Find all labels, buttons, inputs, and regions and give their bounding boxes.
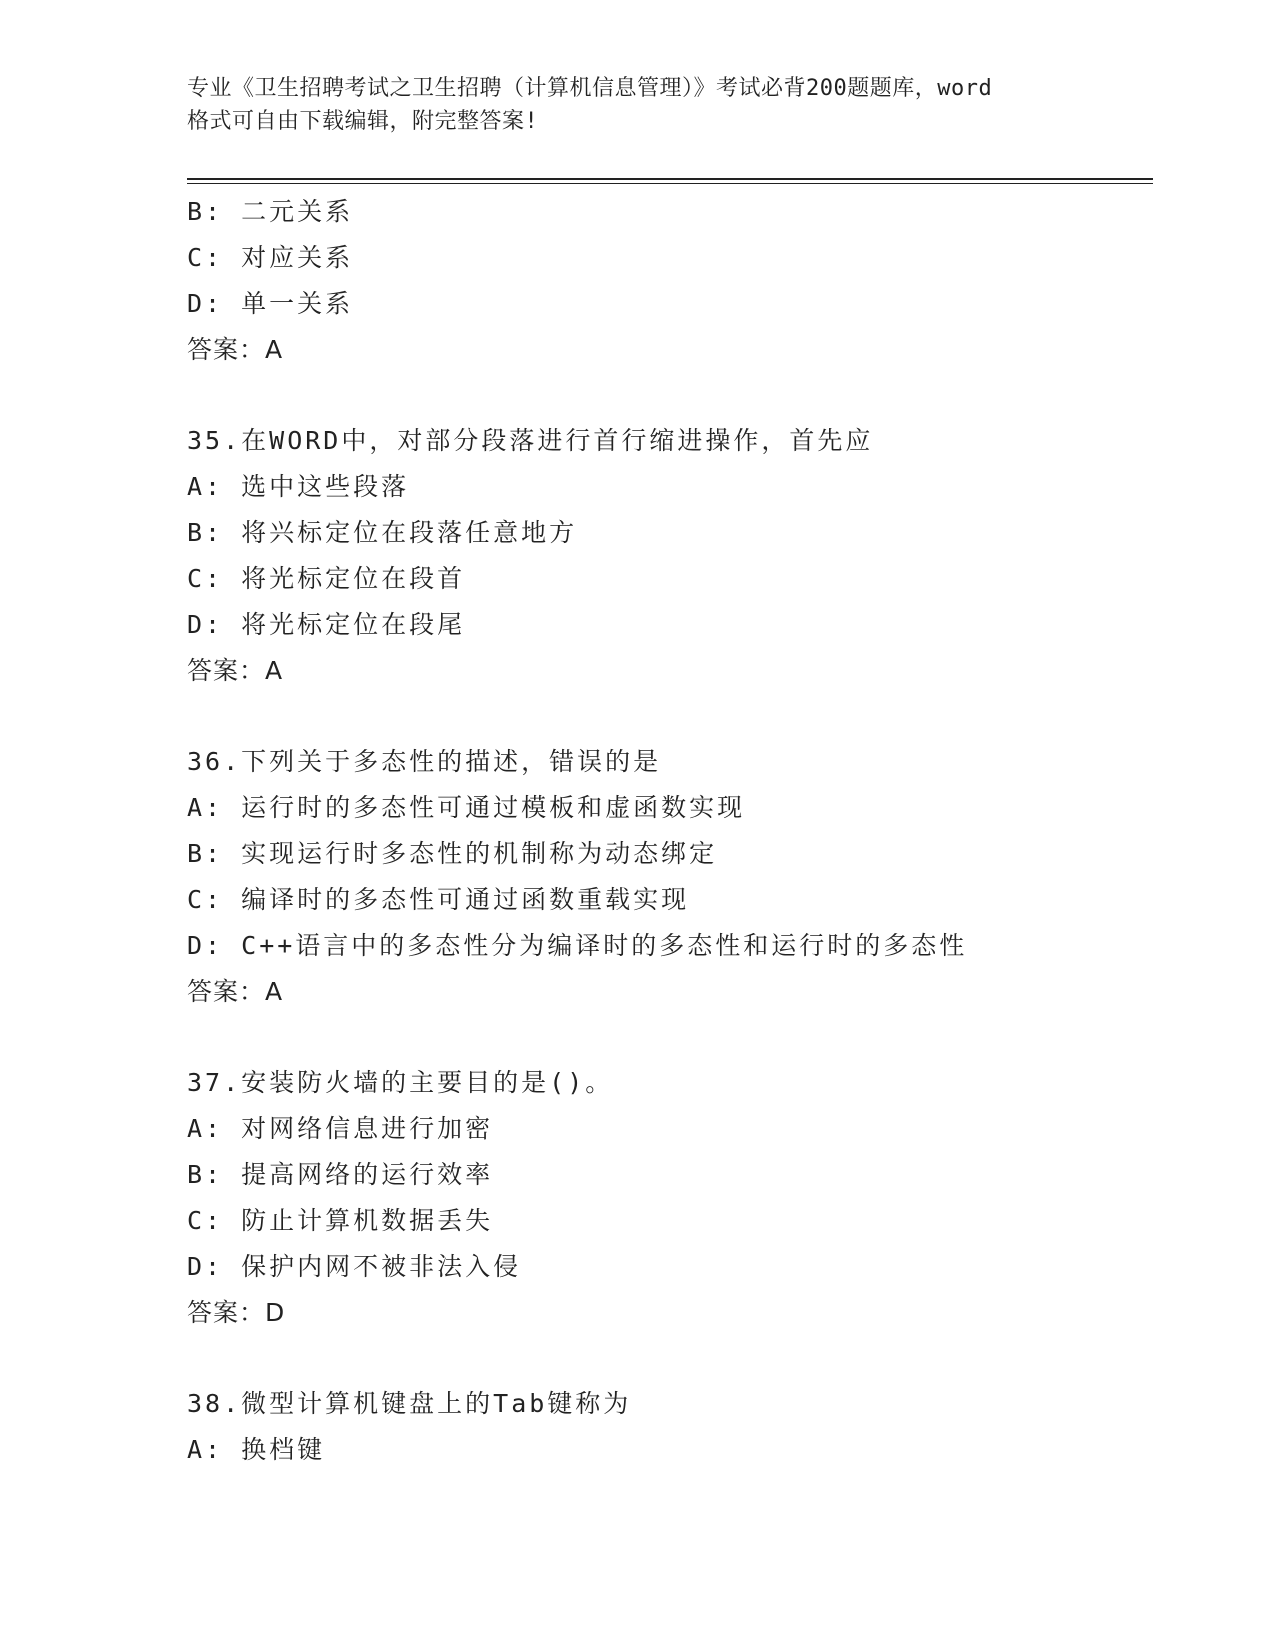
question-stem: 37.安装防火墙的主要目的是()。: [187, 1068, 614, 1097]
header-rule-thin: [187, 183, 1153, 184]
question-stem: 38.微型计算机键盘上的Tab键称为: [187, 1389, 632, 1418]
question-stem: 36.下列关于多态性的描述，错误的是: [187, 747, 662, 776]
option-d: D: 将光标定位在段尾: [187, 610, 466, 639]
question-list: [187, 189, 1167, 1473]
answer-line: 答案：A: [187, 656, 284, 685]
spacer: [187, 694, 1167, 739]
question-stem: 35.在WORD中，对部分段落进行首行缩进操作，首先应: [187, 426, 874, 455]
option-d: D: 单一关系: [187, 289, 354, 318]
spacer: [187, 1015, 1167, 1060]
option-d: D: C++语言中的多态性分为编译时的多态性和运行时的多态性: [187, 931, 968, 960]
header-line-2: 格式可自由下载编辑，附完整答案!: [187, 109, 539, 134]
option-c: C: 对应关系: [187, 243, 354, 272]
option-a: A: 运行时的多态性可通过模板和虚函数实现: [187, 793, 746, 822]
option-b: B: 实现运行时多态性的机制称为动态绑定: [187, 839, 718, 868]
header-line-1: 专业《卫生招聘考试之卫生招聘（计算机信息管理）》考试必背200题题库，word: [187, 76, 993, 101]
answer-line: 答案：D: [187, 1298, 286, 1327]
header-rule-thick: [187, 178, 1153, 180]
answer-line: 答案：A: [187, 335, 284, 364]
option-a: A: 对网络信息进行加密: [187, 1114, 494, 1143]
option-b: B: 提高网络的运行效率: [187, 1160, 494, 1189]
option-d: D: 保护内网不被非法入侵: [187, 1252, 522, 1281]
option-b: B: 将兴标定位在段落任意地方: [187, 518, 578, 547]
option-c: C: 编译时的多态性可通过函数重载实现: [187, 885, 690, 914]
option-c: C: 将光标定位在段首: [187, 564, 466, 593]
option-a: A: 选中这些段落: [187, 472, 410, 501]
answer-line: 答案：A: [187, 977, 284, 1006]
document-header: [187, 72, 1087, 138]
option-c: C: 防止计算机数据丢失: [187, 1206, 494, 1235]
spacer: [187, 373, 1167, 418]
option-b: B: 二元关系: [187, 197, 354, 226]
option-a: A: 换档键: [187, 1435, 326, 1464]
spacer: [187, 1336, 1167, 1381]
